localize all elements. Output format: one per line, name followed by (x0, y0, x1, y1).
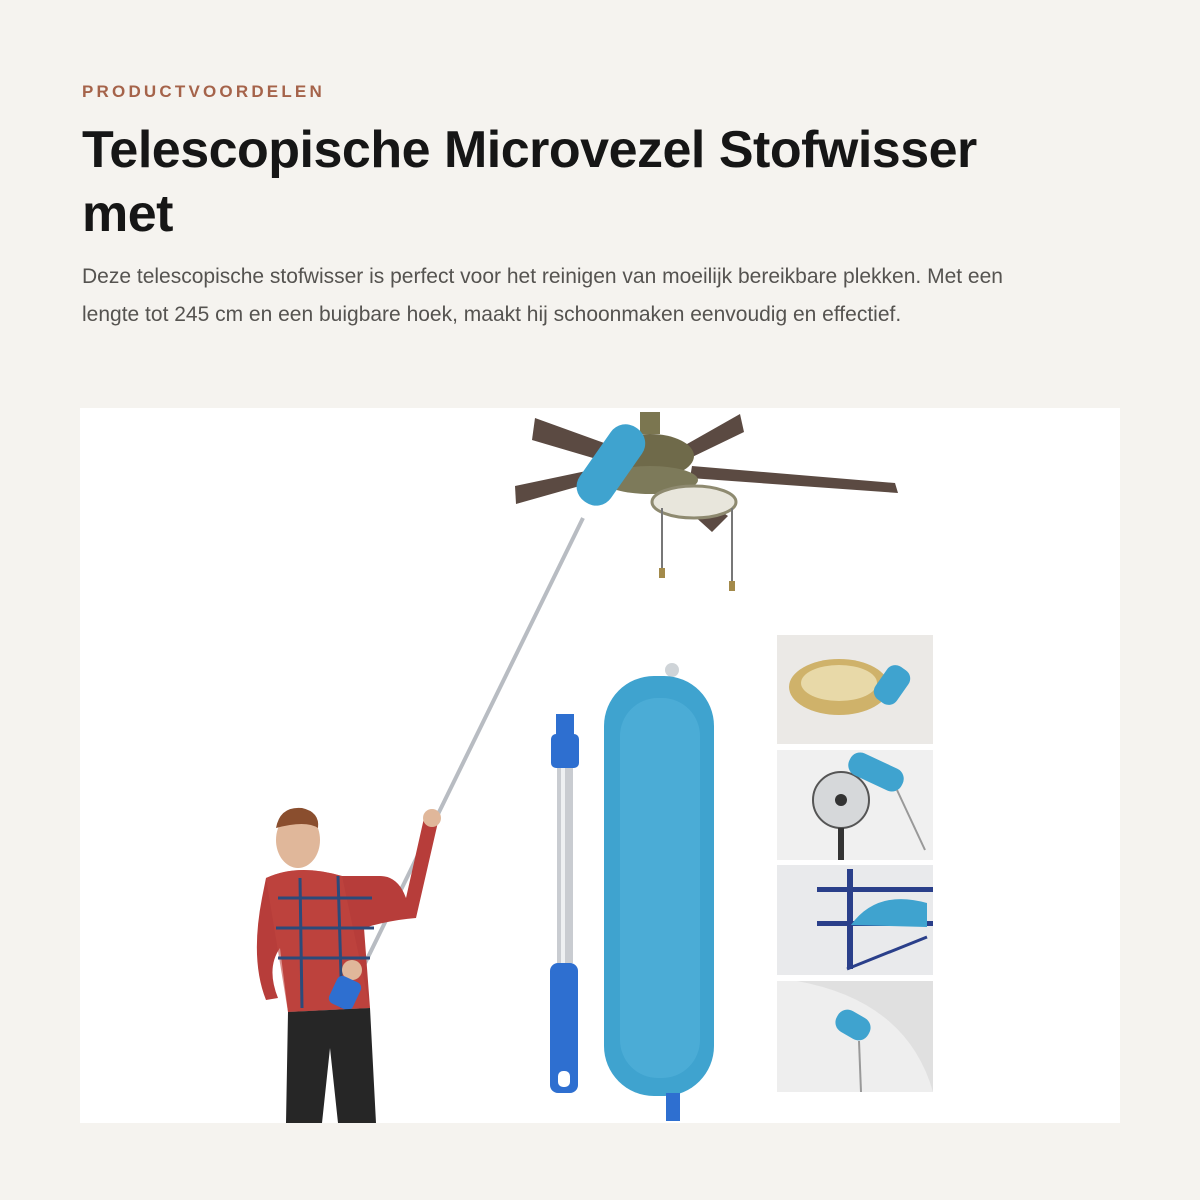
hero-illustration (80, 408, 1120, 1123)
thumbnail-standing-fan (777, 750, 933, 860)
man-figure-icon (257, 808, 441, 1123)
chandelier-icon (777, 635, 933, 744)
product-description: Deze telescopische stofwisser is perfect voor het reinigen van moeilijk bereikbare plekken. Met een lengte tot 245 cm en een buigbare hoek, maakt hij schoonmaken eenvoudig en effectief. (82, 265, 1003, 326)
thumbnail-ceiling-corner (777, 981, 933, 1092)
thumbnail-bed-frame (777, 865, 933, 975)
ceiling-fan-icon (515, 412, 898, 591)
ceiling-corner-icon (777, 981, 933, 1092)
standing-fan-icon (777, 750, 933, 860)
duster-product-icon (604, 663, 714, 1121)
page-title: Telescopische Microvezel Stofwisser met (82, 121, 977, 243)
product-hero-image (80, 408, 1120, 1123)
bed-frame-icon (777, 865, 933, 975)
telescopic-pole-icon (348, 518, 583, 998)
handle-product-icon (550, 714, 579, 1093)
eyebrow-label: PRODUCTVOORDELEN (82, 82, 325, 101)
thumbnail-chandelier (777, 635, 933, 744)
